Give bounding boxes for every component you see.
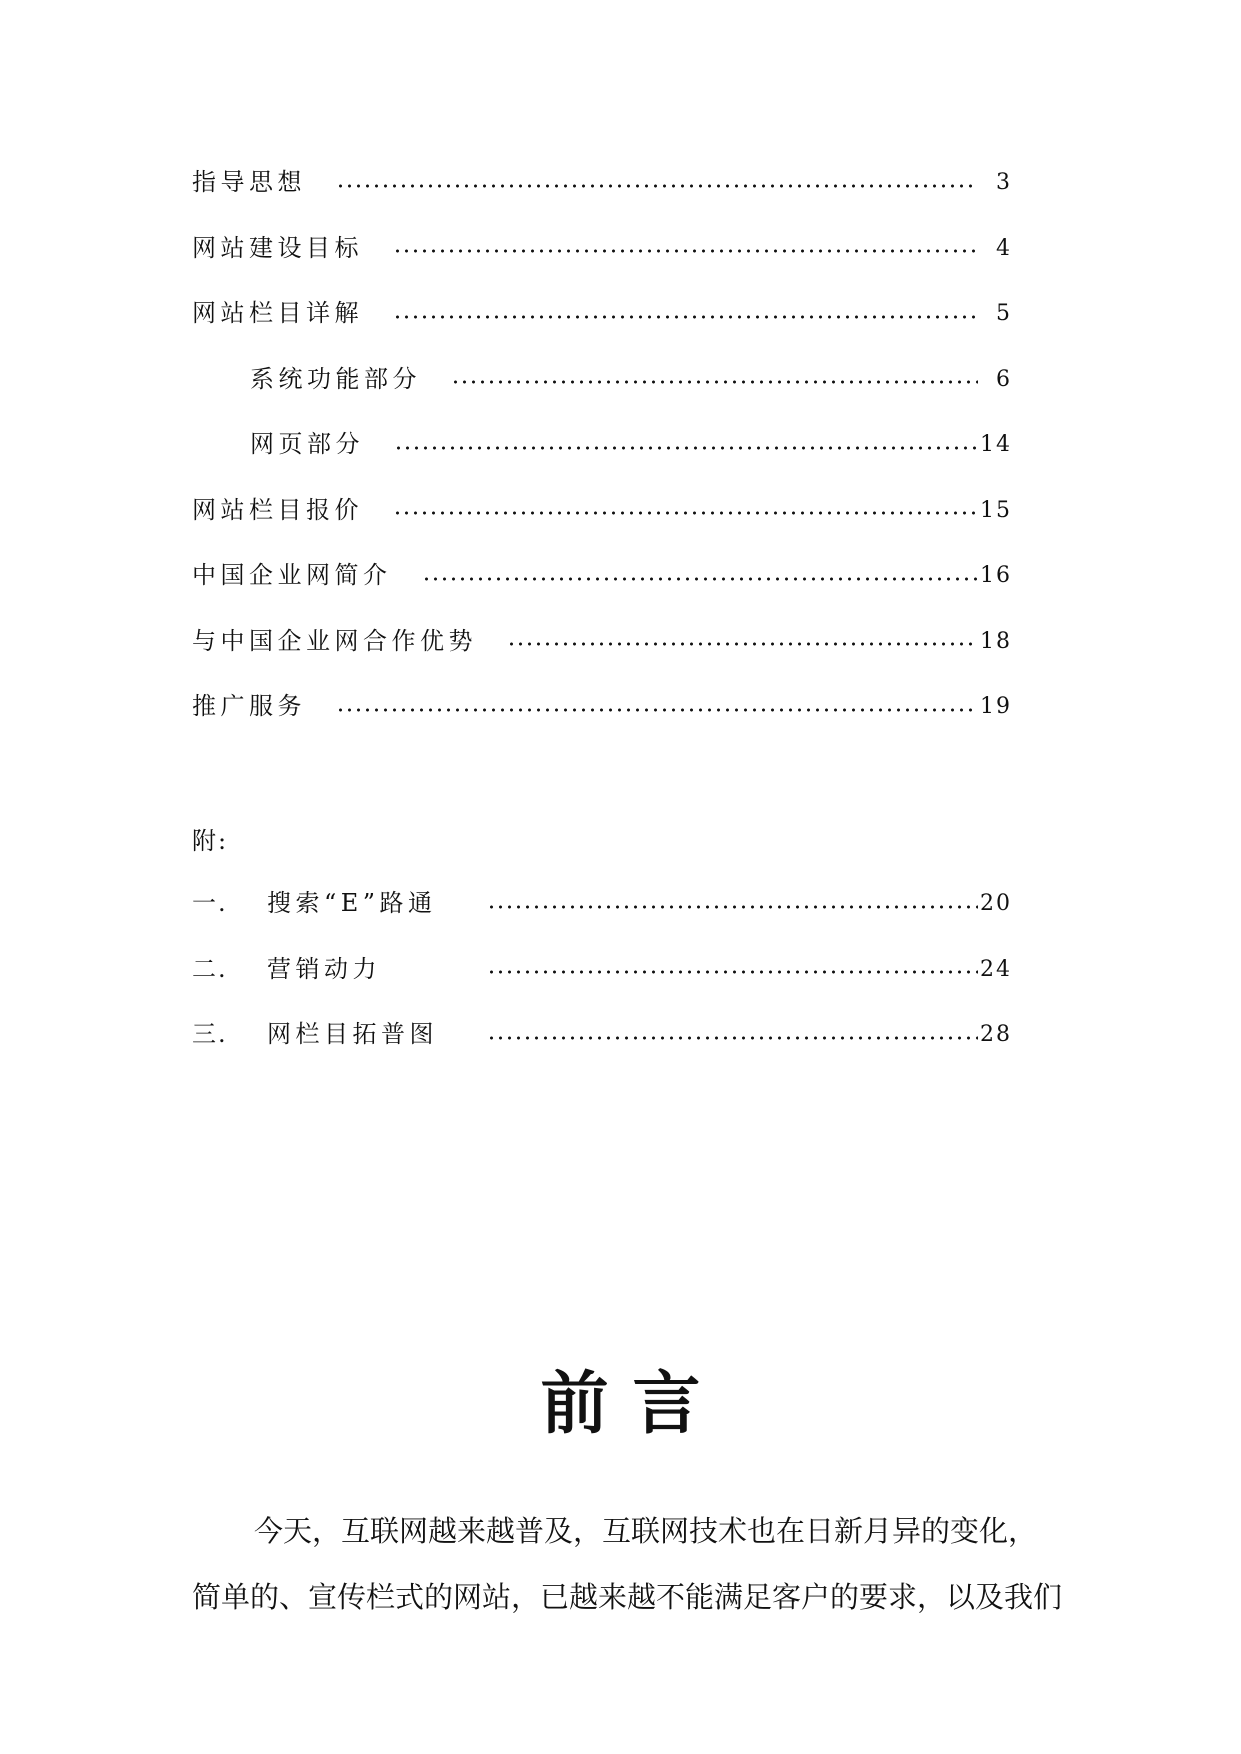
toc-entry: [192, 216, 1012, 282]
toc-entry: [192, 543, 1012, 609]
table-of-contents: [192, 150, 1012, 740]
toc-subentry: [192, 347, 1012, 413]
toc-entry-page: 19: [980, 694, 1012, 719]
toc-entry-label: 与中国企业网合作优势: [192, 626, 477, 655]
toc-entry-label: 中国企业网简介: [192, 561, 392, 589]
leader-dots: [336, 707, 978, 713]
toc-entry: [192, 150, 1012, 216]
appendix-list: [192, 871, 1012, 1068]
toc-entry-page: 18: [980, 628, 1012, 654]
toc-entry-label: 指导思想: [192, 168, 306, 196]
preface-paragraph: [192, 1498, 1092, 1630]
appendix-entry-label: 网栏目拓普图: [267, 1020, 438, 1048]
leader-dots: [507, 641, 978, 647]
leader-dots: [393, 510, 978, 516]
appendix-entry-number: 三.: [192, 1020, 228, 1048]
leader-dots: [393, 248, 978, 254]
leader-dots: [336, 183, 978, 189]
leader-dots: [451, 379, 978, 385]
toc-entry: [192, 478, 1012, 544]
toc-entry: [192, 674, 1012, 740]
toc-entry-label: 网页部分: [250, 430, 364, 458]
toc-entry-page: 14: [980, 432, 1012, 457]
toc-subentry: [192, 412, 1012, 478]
toc-entry: [192, 281, 1012, 347]
appendix-entry-label: 营销动力: [267, 954, 381, 983]
leader-dots: [487, 904, 978, 910]
leader-dots: [394, 445, 978, 451]
toc-entry-page: 6: [996, 366, 1012, 392]
appendix-entry-number: 一.: [192, 889, 228, 917]
toc-entry-page: 3: [996, 170, 1012, 195]
leader-dots: [422, 576, 979, 582]
leader-dots: [393, 314, 978, 320]
toc-entry-page: 15: [980, 497, 1012, 523]
toc-entry-label: 网站栏目详解: [192, 299, 363, 327]
appendix-entry-number: 二.: [192, 954, 228, 983]
toc-entry-label: 推广服务: [192, 692, 306, 720]
appendix-entry-label: 搜索“E”路通: [267, 889, 437, 917]
appendix-entry-page: 28: [980, 1022, 1012, 1047]
toc-entry: [192, 609, 1012, 675]
appendix-heading: 附:: [192, 827, 229, 855]
paragraph-line: 今天，互联网越来越普及，互联网技术也在日新月异的变化，: [254, 1514, 1038, 1548]
toc-entry-page: 4: [996, 235, 1012, 261]
toc-entry-page: 5: [996, 301, 1012, 326]
toc-entry-label: 网站建设目标: [192, 233, 363, 262]
paragraph-line: 简单的、宣传栏式的网站，已越来越不能满足客户的要求，以及我们: [192, 1580, 1063, 1614]
leader-dots: [487, 969, 978, 975]
leader-dots: [487, 1035, 978, 1041]
toc-entry-label: 系统功能部分: [250, 364, 421, 393]
toc-entry-page: 16: [980, 563, 1012, 588]
appendix-entry-page: 20: [980, 891, 1012, 916]
appendix-entry-page: 24: [980, 956, 1012, 982]
appendix-entry: [192, 937, 1012, 1003]
preface-title: 前言: [540, 1364, 725, 1444]
toc-entry-label: 网站栏目报价: [192, 495, 363, 524]
appendix-entry: [192, 1002, 1012, 1068]
appendix-entry: [192, 871, 1012, 937]
